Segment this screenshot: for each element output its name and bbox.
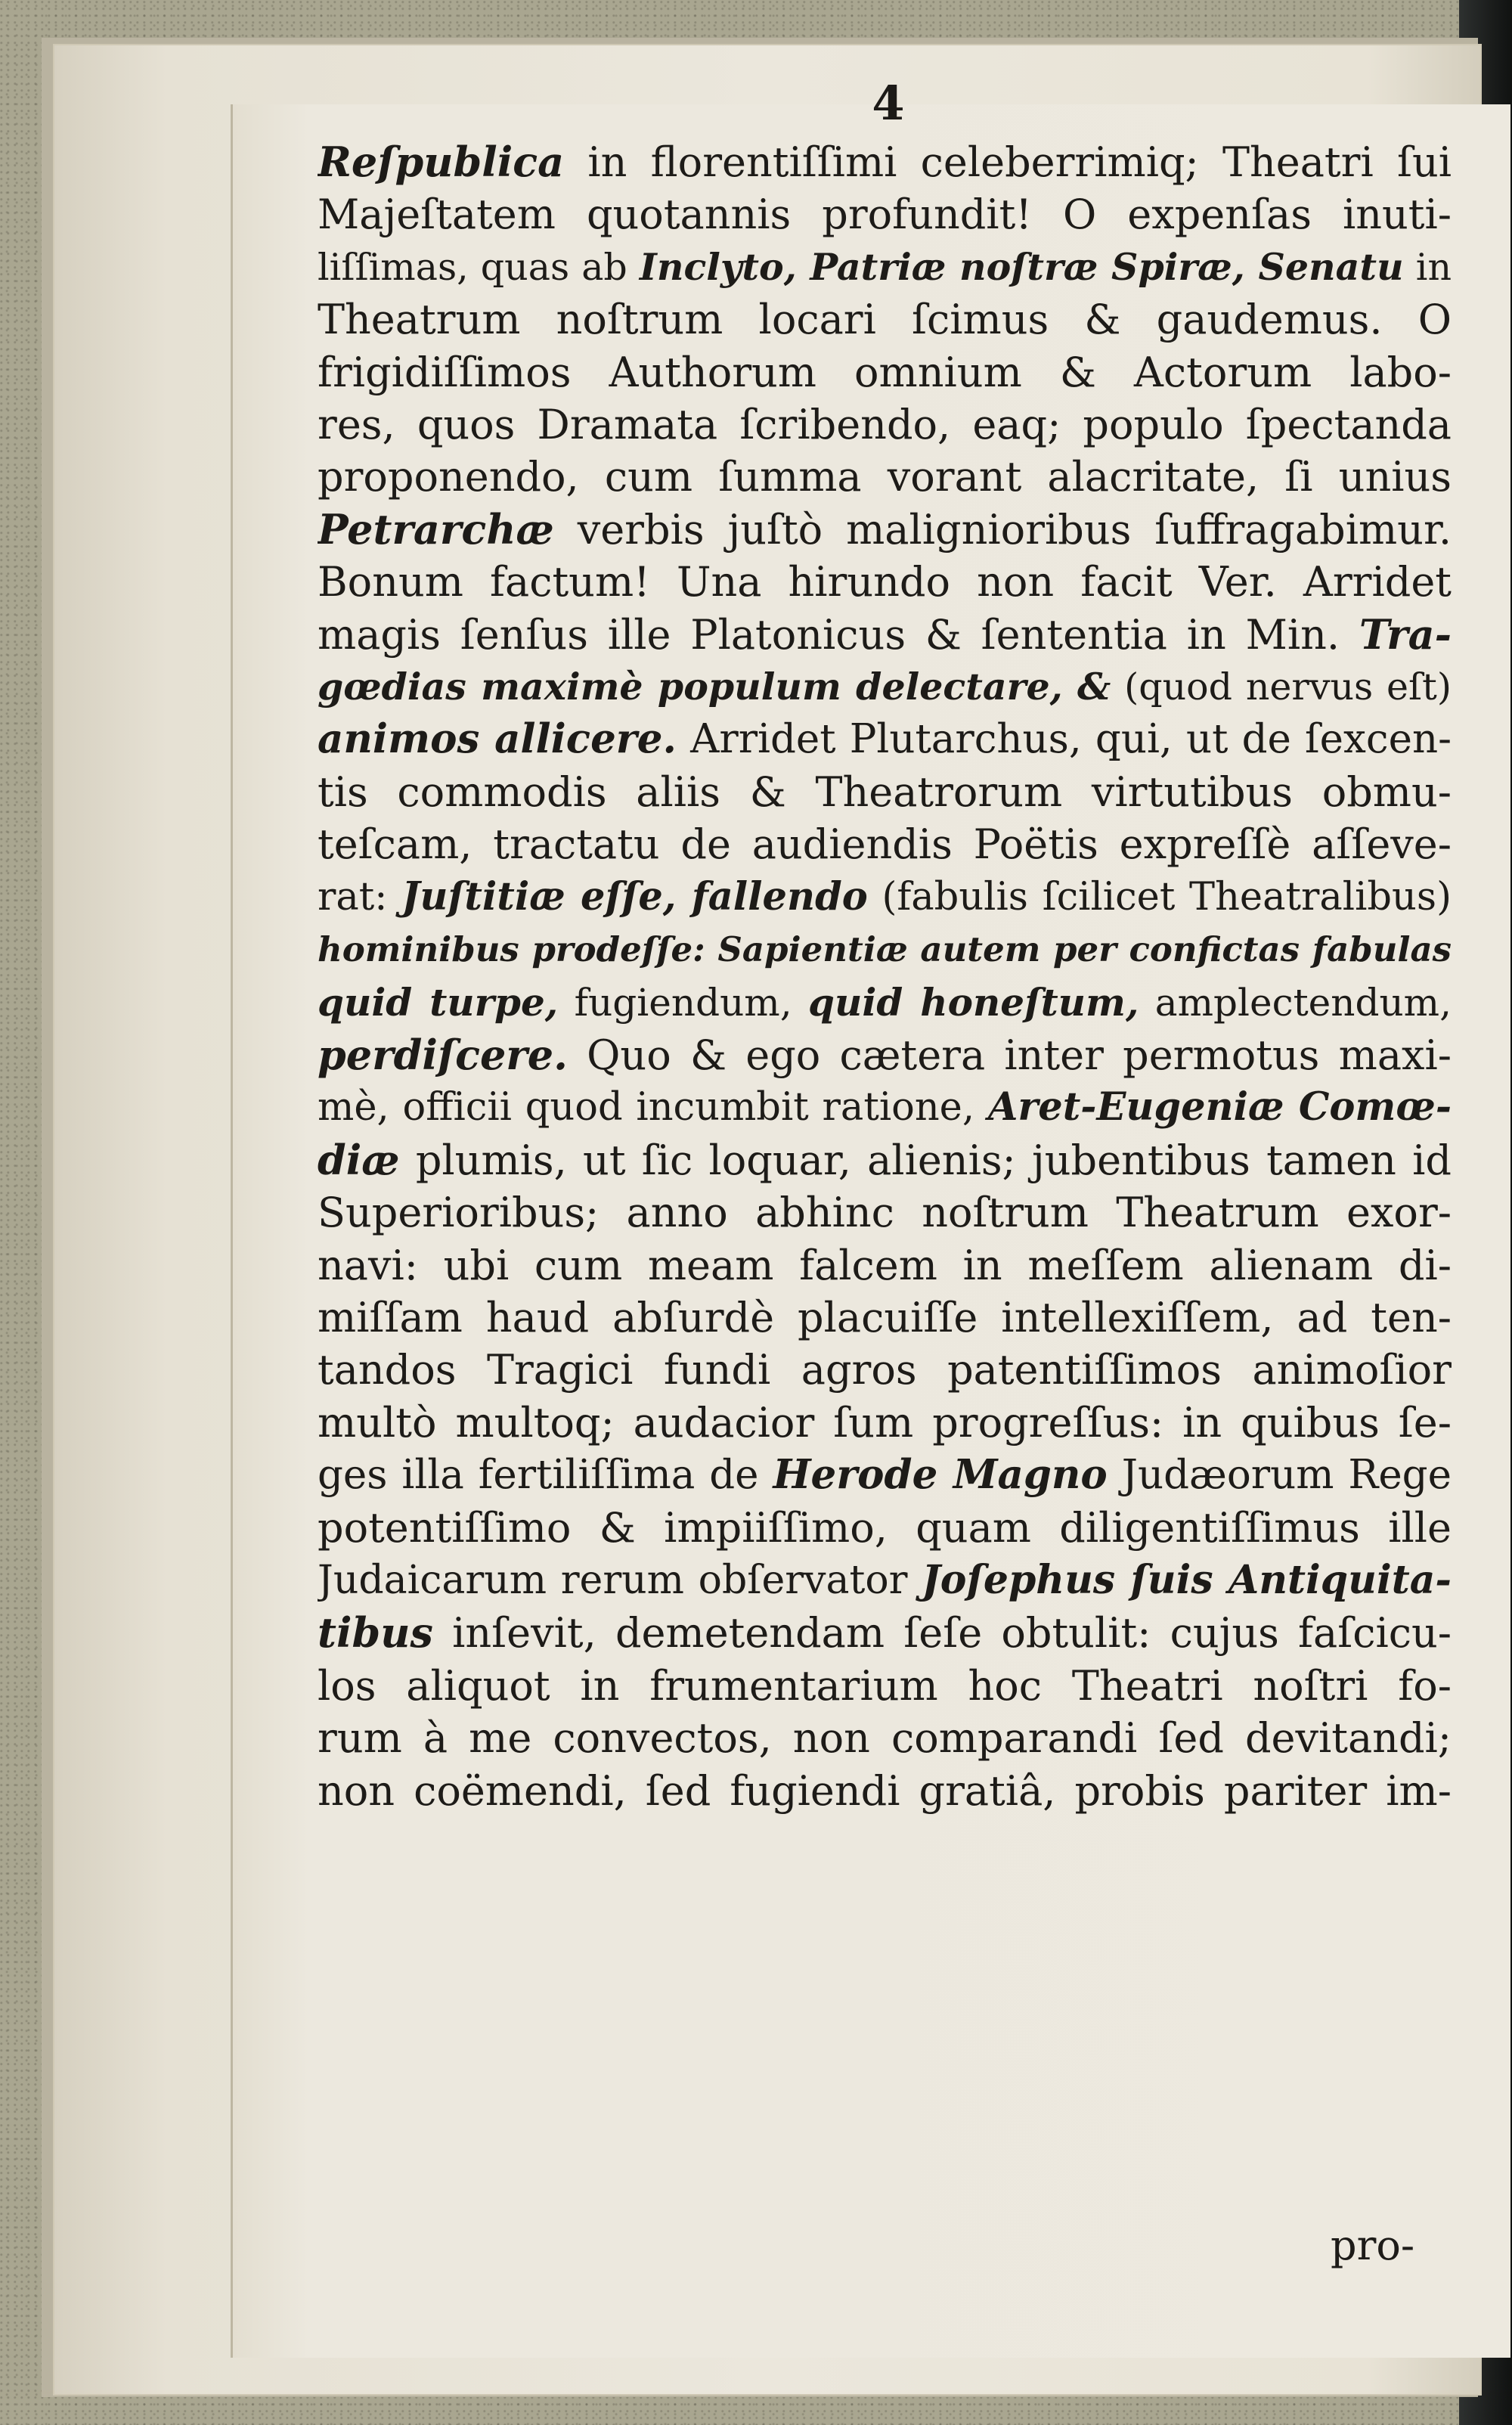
text-segment: frigidiſſimos Authorum omnium & Actorum labo- [318, 348, 1452, 396]
text-line [318, 451, 1452, 503]
text-segment: liſſimas, quas ab [318, 245, 640, 289]
text-line [318, 818, 1452, 870]
text-line [318, 766, 1452, 818]
italic-phrase: perdiſcere. [318, 1030, 568, 1079]
text-segment: Theatrum noſtrum locari ſcimus & gaudemus. O [318, 296, 1452, 344]
text-segment: Majeſtatem quotannis profundit! O expenſas inuti- [318, 191, 1452, 239]
text-line [318, 504, 1452, 556]
text-segment: in [1403, 245, 1452, 289]
italic-phrase: gœdias maximè populum delectare, & [318, 665, 1111, 709]
text-line [318, 136, 1452, 188]
text-segment: (fabulis ſcilicet Theatralibus) [867, 874, 1452, 919]
text-segment: inſevit, demetendam ſeſe obtulit: cujus faſcicu- [432, 1609, 1452, 1657]
italic-phrase: Tra- [1359, 609, 1452, 659]
italic-phrase: Herode Magno [773, 1451, 1108, 1499]
text-segment: fugiendum, [558, 980, 809, 1025]
text-line [318, 1292, 1452, 1344]
text-line [318, 1660, 1452, 1712]
text-segment: multò multoq; audacior ſum progreſſus: in quibus ſe- [318, 1398, 1452, 1447]
italic-phrase: Juſtitiæ eſſe, fallendo [401, 873, 868, 919]
text-segment: res, quos Dramata ſcribendo, eaq; populo ſpectanda [318, 401, 1452, 449]
text-segment: non coëmendi, ſed fugiendi gratiâ, probis pariter im- [318, 1766, 1452, 1815]
text-segment: Quo & ego cætera inter permotus maxi- [567, 1031, 1452, 1079]
italic-phrase: Joſephus ſuis Antiquita- [922, 1556, 1452, 1603]
italic-phrase: Reſpublica [318, 138, 565, 186]
italic-phrase: tibus [318, 1608, 433, 1657]
text-line [318, 923, 1452, 975]
italic-phrase: hominibus prodeſſe: Sapientiæ autem per confictas fabulas [318, 929, 1452, 970]
text-line [318, 1081, 1452, 1133]
italic-phrase: animos allicere. [318, 715, 677, 763]
text-line [318, 1134, 1452, 1186]
text-segment: tandos Tragici fundi agros patentiſſimos animoſior [318, 1346, 1452, 1394]
text-segment: verbis juſtò malignioribus ſuffragabimur. [553, 505, 1452, 554]
text-line [318, 1502, 1452, 1554]
text-line [318, 398, 1452, 451]
text-line [318, 1765, 1452, 1817]
text-segment: tis commodis aliis & Theatrorum virtutibus obmu- [318, 768, 1452, 816]
text-line [318, 1554, 1452, 1607]
italic-phrase: Aret-Eugeniæ Comœ- [987, 1084, 1452, 1130]
text-line [318, 188, 1452, 240]
text-line [318, 1239, 1452, 1292]
text-line [318, 346, 1452, 398]
text-segment: proponendo, cum ſumma vorant alacritate, ſi unius [318, 453, 1452, 501]
text-segment: amplectendum, [1139, 980, 1452, 1025]
page-number: 4 [872, 76, 905, 131]
text-segment: (quod nervus eſt) [1111, 665, 1452, 709]
body-text [318, 136, 1452, 1817]
text-segment: navi: ubi cum meam falcem in meſſem alienam di- [318, 1241, 1452, 1289]
italic-phrase: quid turpe, [318, 979, 559, 1025]
text-segment: teſcam, tractatu de audiendis Poëtis expreſſè aſſeve- [318, 820, 1452, 869]
text-segment: rum à me convectos, non comparandi ſed devitandi; [318, 1714, 1452, 1763]
text-line [318, 1029, 1452, 1081]
text-line [318, 713, 1452, 765]
italic-phrase: quid honeſtum, [808, 979, 1139, 1025]
text-line [318, 1449, 1452, 1501]
text-segment: in florentiſſimi celeberrimiq; Theatri ſui [564, 138, 1452, 186]
text-segment: rat: [318, 874, 402, 919]
italic-phrase: diæ [318, 1135, 400, 1184]
text-line [318, 661, 1452, 713]
text-line [318, 976, 1452, 1029]
text-line [318, 609, 1452, 661]
text-line [318, 1344, 1452, 1396]
text-line [318, 871, 1452, 923]
text-segment: mè, officii quod incumbit ratione, [318, 1085, 988, 1130]
text-segment: potentiſſimo & impiiſſimo, quam diligentiſſimus ille [318, 1503, 1452, 1552]
text-segment: plumis, ut ſic loquar, alienis; jubentibus tamen id [399, 1136, 1452, 1184]
text-segment: miſſam haud abſurdè placuiſſe intellexiſſem, ad ten- [318, 1293, 1452, 1341]
text-segment: Bonum factum! Una hirundo non facit Ver. Arridet [318, 558, 1452, 606]
text-line [318, 293, 1452, 346]
italic-phrase: Petrarchæ [318, 504, 554, 554]
text-segment: magis ſenſus ille Platonicus & ſententia in Min. [318, 610, 1359, 659]
text-segment: ges illa fertiliſſima de [318, 1452, 773, 1499]
italic-phrase: Inclyto, Patriæ noſtræ Spiræ, Senatu [639, 244, 1404, 289]
text-segment: Superioribus; anno abhinc noſtrum Theatrum exor- [318, 1189, 1452, 1237]
text-segment: Arridet Plutarchus, qui, ut de ſexcen- [676, 716, 1452, 763]
text-segment: Judæorum Rege [1107, 1452, 1452, 1499]
text-line [318, 1186, 1452, 1239]
catchword: pro- [1331, 2222, 1415, 2269]
text-segment: los aliquot in frumentarium hoc Theatri noſtri fo- [318, 1661, 1452, 1710]
text-line [318, 1397, 1452, 1449]
text-line [318, 241, 1452, 293]
text-line [318, 1712, 1452, 1764]
text-segment: Judaicarum rerum obſervator [318, 1557, 922, 1603]
text-line [318, 556, 1452, 608]
text-line [318, 1607, 1452, 1659]
